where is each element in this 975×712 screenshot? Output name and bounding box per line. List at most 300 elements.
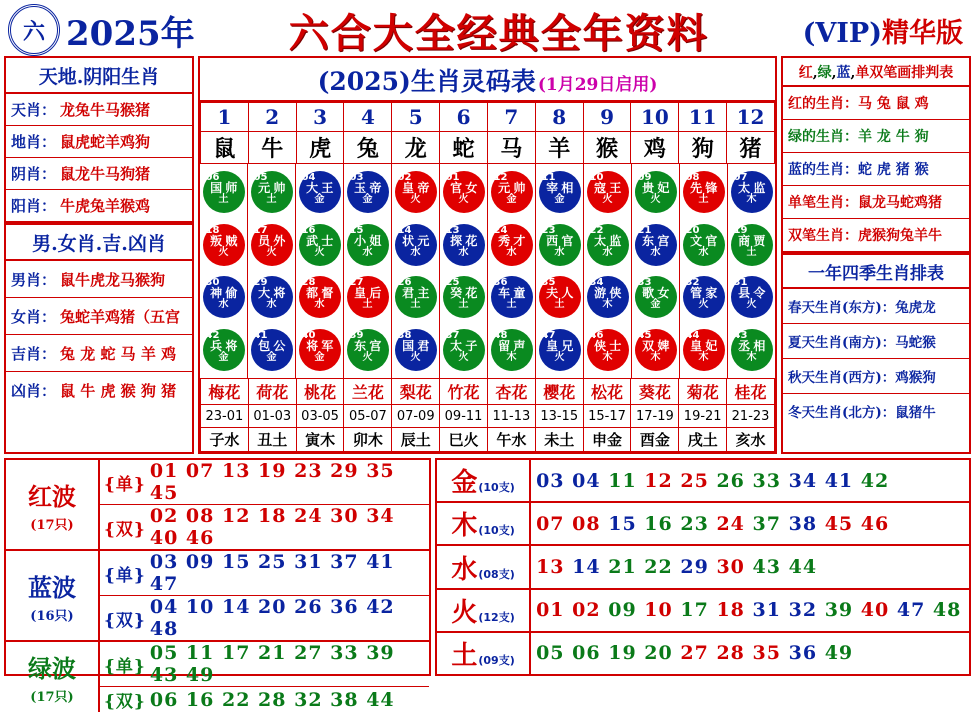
- element-numbers: [531, 546, 969, 587]
- ball-column: [632, 164, 680, 378]
- zodiac-cell: 马: [487, 132, 535, 164]
- wave-name: 红波: [28, 481, 76, 511]
- hour-cell: 19-21: [679, 405, 727, 428]
- list-item: 夏天生肖(南方)：马蛇猴: [783, 324, 969, 359]
- ball-element: 火: [746, 299, 757, 311]
- ball-element: 火: [218, 246, 229, 258]
- ball-number: 02: [397, 172, 412, 184]
- number-ball[interactable]: [395, 329, 437, 371]
- wave-table: [4, 458, 431, 712]
- ball-number: 14: [397, 224, 412, 236]
- number-ball[interactable]: [683, 171, 725, 213]
- number-ball[interactable]: [587, 329, 629, 371]
- element-number: 16: [644, 512, 673, 535]
- ball-number: 35: [541, 277, 556, 289]
- element-number: 47: [896, 599, 926, 622]
- list-item: [783, 87, 969, 120]
- row-label: 天肖：: [11, 101, 57, 119]
- center-title-sub: (1月29日启用): [537, 75, 658, 95]
- circular-emblem-icon: 六: [8, 4, 60, 56]
- element-count: (09支): [478, 654, 515, 668]
- number-ball[interactable]: [635, 276, 677, 318]
- ball-title: 君 主: [402, 286, 429, 301]
- even-numbers: 06 16 22 28 32 38 44: [149, 688, 395, 711]
- element-number: 15: [608, 512, 637, 535]
- title-blue: 蓝: [836, 65, 851, 81]
- ball-element: 木: [506, 351, 517, 363]
- col-index: 5: [392, 103, 440, 132]
- table-row: [201, 379, 775, 405]
- element-number: 22: [644, 556, 673, 578]
- element-row: [437, 546, 969, 589]
- ball-title: 丞 相: [738, 338, 765, 353]
- ball-title: 贵 妃: [642, 181, 669, 196]
- branch-cell: 戌土: [679, 428, 727, 452]
- ball-title: 大 将: [258, 286, 285, 301]
- wave-even-line: [100, 687, 429, 712]
- ball-title: 寇 王: [594, 181, 621, 196]
- number-ball[interactable]: [683, 276, 725, 318]
- hour-cell: 23-01: [201, 405, 249, 428]
- odd-tag: {单}: [104, 565, 146, 586]
- list-item: [6, 126, 192, 158]
- branch-cell: 寅木: [296, 428, 344, 452]
- ball-column: [344, 164, 392, 378]
- ball-column: [488, 164, 536, 378]
- row-label: 地肖：: [11, 133, 57, 151]
- element-name: 火: [451, 597, 478, 628]
- ball-number: 09: [637, 172, 652, 184]
- number-ball[interactable]: [731, 171, 773, 213]
- ball-number: 43: [733, 329, 748, 341]
- even-numbers: 04 10 14 20 26 36 42 48: [149, 596, 395, 640]
- number-ball[interactable]: [539, 171, 581, 213]
- ball-title: 文 官: [690, 233, 717, 248]
- left-panel-title-2: 男.女肖.吉.凶肖: [6, 225, 192, 261]
- wave-numbers: [100, 551, 429, 640]
- ball-title: 宰 相: [546, 181, 573, 196]
- vip-badge: [803, 11, 967, 50]
- element-number: 49: [824, 642, 854, 665]
- branch-cell: 酉金: [631, 428, 679, 452]
- number-ball[interactable]: [443, 329, 485, 371]
- col-index: 11: [679, 103, 727, 132]
- ball-element: 水: [506, 246, 517, 258]
- ball-number: 16: [301, 224, 316, 236]
- ball-element: 木: [746, 194, 757, 206]
- wave-row: [6, 460, 429, 551]
- number-ball[interactable]: [395, 224, 437, 266]
- number-ball[interactable]: [635, 224, 677, 266]
- ball-column: [248, 164, 296, 378]
- wave-label: [6, 551, 100, 640]
- ball-title: 商 贾: [738, 233, 765, 248]
- hour-cell: 15-17: [583, 405, 631, 428]
- ball-title: 皇 帝: [402, 181, 429, 196]
- number-ball[interactable]: [683, 224, 725, 266]
- ball-title: 皇 后: [354, 286, 381, 301]
- ball-column: [392, 164, 440, 378]
- number-ball-grid: [200, 164, 775, 378]
- wave-name: 绿波: [28, 654, 76, 683]
- element-number: 38: [788, 512, 818, 535]
- number-ball[interactable]: [587, 171, 629, 213]
- row-label: 绿的生肖：: [788, 129, 858, 145]
- row-value: 鼠虎蛇羊鸡狗: [60, 133, 151, 151]
- ball-number: 03: [349, 172, 364, 184]
- ball-title: 秀 才: [498, 233, 525, 248]
- col-index: 4: [344, 103, 392, 132]
- number-ball[interactable]: [731, 329, 773, 371]
- number-ball[interactable]: [251, 224, 293, 266]
- ball-element: 火: [314, 246, 325, 258]
- number-ball[interactable]: [539, 224, 581, 266]
- number-ball[interactable]: [251, 276, 293, 318]
- title-red: 红: [798, 65, 813, 81]
- ball-title: 都 督: [306, 286, 333, 301]
- element-number: 23: [680, 512, 709, 535]
- number-ball[interactable]: [491, 276, 533, 318]
- number-ball[interactable]: [539, 329, 581, 371]
- number-ball[interactable]: [731, 276, 773, 318]
- number-ball[interactable]: [299, 171, 341, 213]
- element-number: 31: [752, 599, 781, 622]
- wave-row: [6, 551, 429, 642]
- ball-title: 元 帅: [498, 181, 525, 196]
- wave-count: (17只): [30, 517, 74, 533]
- ball-number: 10: [589, 172, 604, 184]
- ball-element: 木: [602, 299, 613, 311]
- flower-cell: 兰花: [344, 379, 392, 405]
- flower-cell: 松花: [583, 379, 631, 405]
- row-value: 鼠牛虎龙马猴狗: [60, 270, 166, 289]
- ball-element: 土: [698, 194, 709, 206]
- number-ball[interactable]: [635, 329, 677, 371]
- number-ball[interactable]: [203, 276, 245, 318]
- ball-title: 先 锋: [690, 181, 717, 196]
- number-ball[interactable]: [443, 224, 485, 266]
- number-ball[interactable]: [491, 171, 533, 213]
- element-number: 32: [788, 599, 818, 622]
- ball-number: 06: [205, 172, 220, 184]
- zodiac-cell: 猴: [583, 132, 631, 164]
- ball-number: 27: [349, 277, 364, 289]
- table-row: [201, 405, 775, 428]
- element-label: [437, 590, 531, 631]
- row-label: 单笔生肖：: [788, 195, 858, 211]
- col-index: 8: [535, 103, 583, 132]
- element-number: 08: [572, 512, 601, 535]
- row-label: 蓝的生肖：: [788, 162, 858, 178]
- ball-title: 国 君: [402, 338, 429, 353]
- branch-cell: 未土: [535, 428, 583, 452]
- ball-title: 员 外: [258, 233, 285, 248]
- ball-element: 水: [410, 246, 421, 258]
- ball-number: 42: [205, 329, 220, 341]
- element-number: 34: [788, 469, 818, 492]
- wave-odd-line: [100, 642, 429, 687]
- ball-column: [440, 164, 488, 378]
- ball-title: 车 童: [498, 286, 525, 301]
- number-ball[interactable]: [203, 329, 245, 371]
- ball-title: 歌 女: [642, 286, 669, 301]
- left-panel-title: 天地.阴阳生肖: [6, 58, 192, 94]
- wave-row: [6, 642, 429, 712]
- number-ball[interactable]: [203, 224, 245, 266]
- number-ball[interactable]: [683, 329, 725, 371]
- ball-number: 21: [637, 224, 652, 236]
- branch-cell: 午水: [487, 428, 535, 452]
- list-item: [6, 94, 192, 126]
- ball-title: 游 侠: [594, 286, 621, 301]
- number-ball[interactable]: [491, 329, 533, 371]
- ball-element: 金: [314, 351, 325, 363]
- ball-element: 水: [362, 246, 373, 258]
- ball-number: 48: [493, 329, 508, 341]
- ball-title: 留 声: [498, 338, 525, 353]
- element-number: 17: [680, 599, 709, 622]
- zodiac-cell: 牛: [248, 132, 296, 164]
- wave-label: [6, 460, 100, 549]
- element-number: 41: [824, 469, 854, 492]
- element-number: 40: [860, 599, 890, 622]
- number-ball[interactable]: [539, 276, 581, 318]
- row-value: 蛇 虎 猪 猴: [858, 162, 929, 178]
- number-ball[interactable]: [347, 171, 389, 213]
- number-ball[interactable]: [251, 171, 293, 213]
- element-numbers: [531, 590, 969, 631]
- even-tag: {双}: [104, 610, 146, 631]
- zodiac-cell: 蛇: [440, 132, 488, 164]
- element-count: (10支): [478, 524, 515, 538]
- row-value: 鼠 牛 虎 猴 狗 猪: [60, 381, 177, 400]
- table-row: [201, 428, 775, 452]
- ball-element: 金: [554, 194, 565, 206]
- ball-number: 26: [397, 277, 412, 289]
- ball-number: 07: [733, 172, 748, 184]
- ball-element: 金: [650, 299, 661, 311]
- zodiac-cell: 虎: [296, 132, 344, 164]
- element-number: 24: [716, 512, 745, 535]
- element-number: 29: [680, 556, 709, 578]
- element-number: 39: [824, 599, 854, 622]
- wave-count: (16只): [30, 608, 74, 624]
- element-numbers: [531, 460, 969, 501]
- ball-number: 39: [349, 329, 364, 341]
- flower-cell: 竹花: [440, 379, 488, 405]
- row-label: 凶肖：: [11, 381, 57, 400]
- row-label: 男肖：: [11, 270, 57, 289]
- element-name: 金: [451, 468, 478, 499]
- element-number: 06: [572, 642, 601, 665]
- list-item: 秋天生肖(西方)：鸡猴狗: [783, 359, 969, 394]
- number-ball[interactable]: [203, 171, 245, 213]
- element-name: 土: [451, 640, 478, 671]
- flower-hour-table: [200, 378, 775, 452]
- ball-title: 管 家: [690, 286, 717, 301]
- ball-element: 火: [698, 299, 709, 311]
- list-item: [6, 158, 192, 190]
- ball-title: 小 姐: [354, 233, 381, 248]
- ball-element: 金: [218, 351, 229, 363]
- number-ball[interactable]: [395, 276, 437, 318]
- col-index: 10: [631, 103, 679, 132]
- ball-column: [200, 164, 248, 378]
- element-number: 25: [680, 469, 709, 492]
- element-label: [437, 460, 531, 501]
- element-number: 04: [572, 469, 601, 492]
- ball-title: 太 子: [450, 338, 477, 353]
- element-name: 水: [451, 554, 478, 585]
- ball-element: 火: [602, 194, 613, 206]
- row-value: 鼠龙马蛇鸡猪: [858, 195, 942, 211]
- ball-element: 土: [458, 299, 469, 311]
- element-number: 33: [752, 469, 781, 492]
- element-label: [437, 633, 531, 674]
- hour-cell: 07-09: [392, 405, 440, 428]
- number-ball[interactable]: [587, 276, 629, 318]
- number-ball[interactable]: [251, 329, 293, 371]
- element-number: 03: [536, 469, 565, 492]
- hour-cell: 05-07: [344, 405, 392, 428]
- ball-element: 土: [218, 194, 229, 206]
- element-number: 46: [860, 512, 890, 535]
- year-label: 2025年: [66, 13, 195, 54]
- element-count: (08支): [478, 567, 515, 581]
- branch-cell: 丑土: [248, 428, 296, 452]
- number-ball[interactable]: [731, 224, 773, 266]
- ball-title: 元 帅: [258, 181, 285, 196]
- ball-column: [296, 164, 344, 378]
- element-number: 02: [572, 599, 601, 622]
- number-ball[interactable]: [491, 224, 533, 266]
- branch-cell: 申金: [583, 428, 631, 452]
- element-number: 10: [644, 599, 673, 622]
- number-ball[interactable]: [347, 276, 389, 318]
- ball-number: 23: [541, 224, 556, 236]
- ball-element: 土: [266, 194, 277, 206]
- ball-number: 22: [589, 224, 604, 236]
- flower-cell: 菊花: [679, 379, 727, 405]
- flower-cell: 杏花: [487, 379, 535, 405]
- even-tag: {双}: [104, 519, 146, 540]
- element-number: 30: [716, 556, 745, 578]
- wave-numbers: [100, 460, 429, 549]
- number-ball[interactable]: [635, 171, 677, 213]
- element-row: [437, 503, 969, 546]
- list-item: [6, 335, 192, 372]
- hour-cell: 21-23: [727, 405, 775, 428]
- number-ball[interactable]: [299, 329, 341, 371]
- element-number: 11: [608, 469, 637, 492]
- number-ball[interactable]: [299, 224, 341, 266]
- wave-odd-line: [100, 551, 429, 596]
- ball-number: 29: [253, 277, 268, 289]
- ball-number: 37: [445, 329, 460, 341]
- flower-cell: 樱花: [535, 379, 583, 405]
- branch-cell: 亥水: [727, 428, 775, 452]
- ball-title: 玉 帝: [354, 181, 381, 196]
- flower-cell: 葵花: [631, 379, 679, 405]
- list-item: 冬天生肖(北方)：鼠猪牛: [788, 405, 936, 421]
- ball-title: 探 花: [450, 233, 477, 248]
- element-numbers: [531, 503, 969, 544]
- right-panel: [781, 56, 971, 454]
- center-title-main: (2025)生肖灵码表: [317, 67, 536, 96]
- ball-number: 34: [589, 277, 604, 289]
- number-ball[interactable]: [347, 224, 389, 266]
- element-number: 13: [536, 556, 565, 578]
- ball-number: 40: [301, 329, 316, 341]
- number-ball[interactable]: [299, 276, 341, 318]
- ball-title: 国 师: [210, 181, 237, 196]
- ball-number: 01: [445, 172, 460, 184]
- ball-number: 19: [733, 224, 748, 236]
- zodiac-cell: 鼠: [201, 132, 249, 164]
- ball-title: 武 士: [306, 233, 333, 248]
- ball-element: 火: [410, 351, 421, 363]
- element-number: 48: [932, 599, 962, 622]
- ball-element: 水: [314, 299, 325, 311]
- flower-cell: 梨花: [392, 379, 440, 405]
- list-item: [6, 190, 192, 222]
- hour-cell: 13-15: [535, 405, 583, 428]
- ball-element: 火: [458, 351, 469, 363]
- element-number: 07: [536, 512, 565, 535]
- col-index: 12: [727, 103, 775, 132]
- center-title: [200, 58, 775, 102]
- even-numbers: 02 08 12 18 24 30 34 40 46: [149, 505, 395, 549]
- element-number: 09: [608, 599, 637, 622]
- element-number: 35: [752, 642, 781, 665]
- list-item: [6, 372, 192, 408]
- row-value: 兔蛇羊鸡猪（五宫: [60, 307, 181, 326]
- number-ball[interactable]: [347, 329, 389, 371]
- right-panel-title: 红,绿,蓝,单双笔画排判表: [783, 58, 969, 87]
- ball-element: 火: [362, 351, 373, 363]
- odd-numbers: 01 07 13 19 23 29 35 45: [149, 460, 395, 504]
- ball-element: 水: [458, 246, 469, 258]
- element-number: 36: [788, 642, 818, 665]
- ball-number: 24: [493, 224, 508, 236]
- ball-title: 夫 人: [546, 286, 573, 301]
- ball-element: 火: [554, 351, 565, 363]
- ball-number: 08: [685, 172, 700, 184]
- ball-number: 32: [685, 277, 700, 289]
- element-number: 12: [644, 469, 673, 492]
- element-number: 26: [716, 469, 745, 492]
- ball-number: 12: [493, 172, 508, 184]
- row-value: 牛虎兔羊猴鸡: [60, 197, 151, 215]
- ball-number: 30: [205, 277, 220, 289]
- ball-number: 41: [253, 329, 268, 341]
- ball-number: 28: [301, 277, 316, 289]
- title-rest: 单双笔画排判表: [855, 65, 954, 81]
- number-ball[interactable]: [443, 276, 485, 318]
- element-numbers: [531, 633, 969, 674]
- ball-number: 38: [397, 329, 412, 341]
- ball-number: 05: [253, 172, 268, 184]
- number-ball[interactable]: [443, 171, 485, 213]
- number-ball[interactable]: [587, 224, 629, 266]
- odd-numbers: 05 11 17 21 27 33 39 43 49: [149, 642, 395, 686]
- flower-cell: 桃花: [296, 379, 344, 405]
- ball-element: 木: [650, 351, 661, 363]
- wave-name: 蓝波: [28, 572, 76, 602]
- number-ball[interactable]: [395, 171, 437, 213]
- ball-column: [680, 164, 728, 378]
- ball-element: 水: [266, 299, 277, 311]
